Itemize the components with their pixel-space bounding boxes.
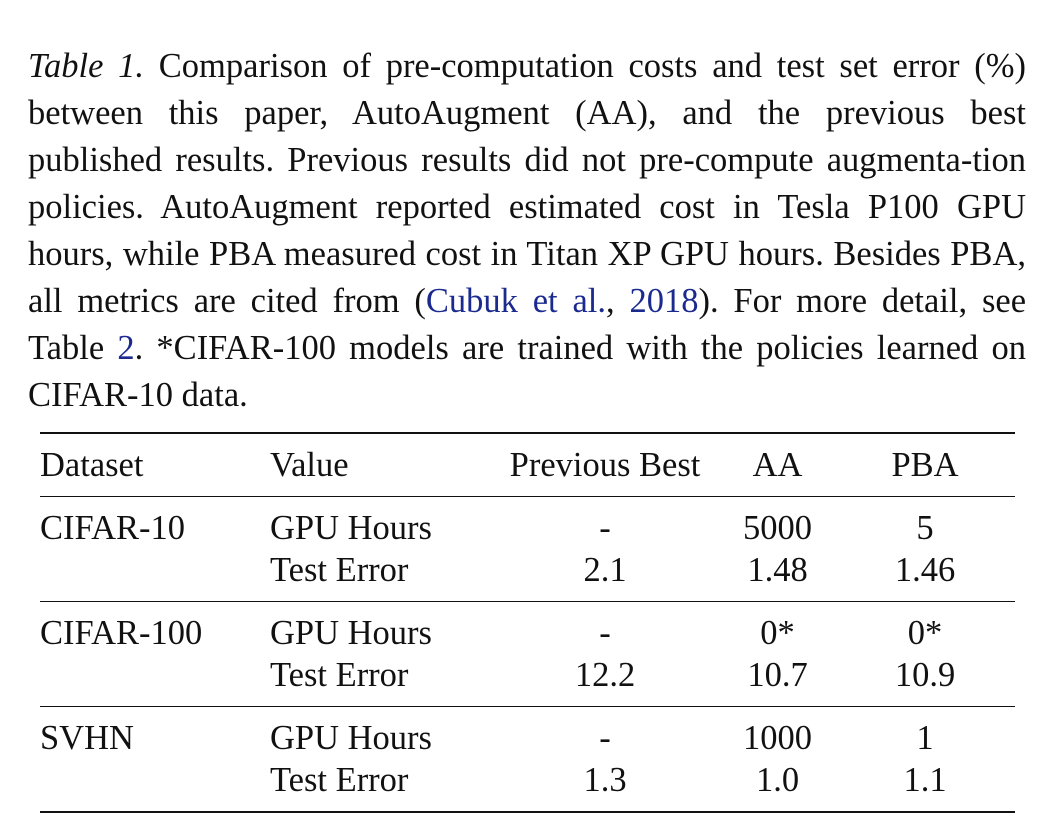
table-row — [40, 707, 1015, 760]
previous-best-cell: 1.3 — [583, 760, 627, 799]
aa-cell: 5000 — [743, 508, 812, 547]
pba-cell: 0* — [907, 613, 943, 652]
pba-cell: 1 — [916, 718, 934, 757]
dataset-cell-empty — [40, 654, 270, 707]
dataset-cell: SVHN — [40, 718, 134, 757]
aa-cell: 0* — [760, 613, 795, 652]
citation-link-year[interactable]: 2018 — [629, 281, 699, 320]
previous-best-cell: - — [599, 718, 611, 757]
table-caption — [28, 43, 1026, 419]
previous-best-cell: 2.1 — [583, 550, 627, 589]
pba-cell: 5 — [916, 508, 934, 547]
header-previous-best: Previous Best — [509, 445, 701, 484]
dataset-cell-empty — [40, 759, 270, 812]
value-cell: Test Error — [270, 655, 409, 694]
previous-best-cell: 12.2 — [574, 655, 636, 694]
pba-cell: 10.9 — [894, 655, 956, 694]
table-row — [40, 654, 1015, 707]
value-cell: GPU Hours — [270, 718, 432, 757]
dataset-cell: CIFAR-100 — [40, 613, 203, 652]
table-row — [40, 602, 1015, 655]
table-row — [40, 497, 1015, 550]
aa-cell: 1.0 — [755, 760, 800, 799]
aa-cell: 10.7 — [747, 655, 808, 694]
caption-label: Table 1. — [28, 46, 145, 85]
previous-best-cell: - — [599, 508, 611, 547]
value-cell: Test Error — [270, 550, 409, 589]
dataset-cell: CIFAR-10 — [40, 508, 186, 547]
aa-cell: 1.48 — [747, 550, 808, 589]
results-table — [40, 432, 1015, 813]
header-value: Value — [270, 445, 349, 484]
citation-link-authors[interactable]: Cubuk et al. — [425, 281, 606, 320]
caption-text: Comparison of pre-computation costs and test set error (%) between this paper, AutoAugment (AA), and the previous best published results. Previous results did not pre-compute augmenta-tion policies. AutoAugment reported estimated cost in Tesla P100 GPU hours, while PBA measured cost in Titan XP GPU hours. Besides PBA, all metrics are cited from ( — [28, 46, 1026, 320]
citation-separator: , — [605, 281, 630, 320]
aa-cell: 1000 — [743, 718, 812, 757]
value-cell: GPU Hours — [270, 613, 432, 652]
pba-cell: 1.1 — [903, 760, 947, 799]
table-header-row — [40, 433, 1015, 497]
caption-text-continued: ). For more detail, see Table — [28, 281, 1027, 367]
header-aa: AA — [752, 445, 803, 484]
header-pba: PBA — [891, 445, 959, 484]
dataset-cell-empty — [40, 549, 270, 602]
table-row — [40, 759, 1015, 812]
table-row — [40, 549, 1015, 602]
value-cell: GPU Hours — [270, 508, 432, 547]
table-reference-link[interactable]: 2 — [117, 328, 135, 367]
previous-best-cell: - — [599, 613, 611, 652]
caption-text-end: . *CIFAR-100 models are trained with the policies learned on CIFAR-10 data. — [28, 328, 1026, 414]
header-dataset: Dataset — [40, 445, 144, 484]
value-cell: Test Error — [270, 760, 409, 799]
pba-cell: 1.46 — [894, 550, 956, 589]
